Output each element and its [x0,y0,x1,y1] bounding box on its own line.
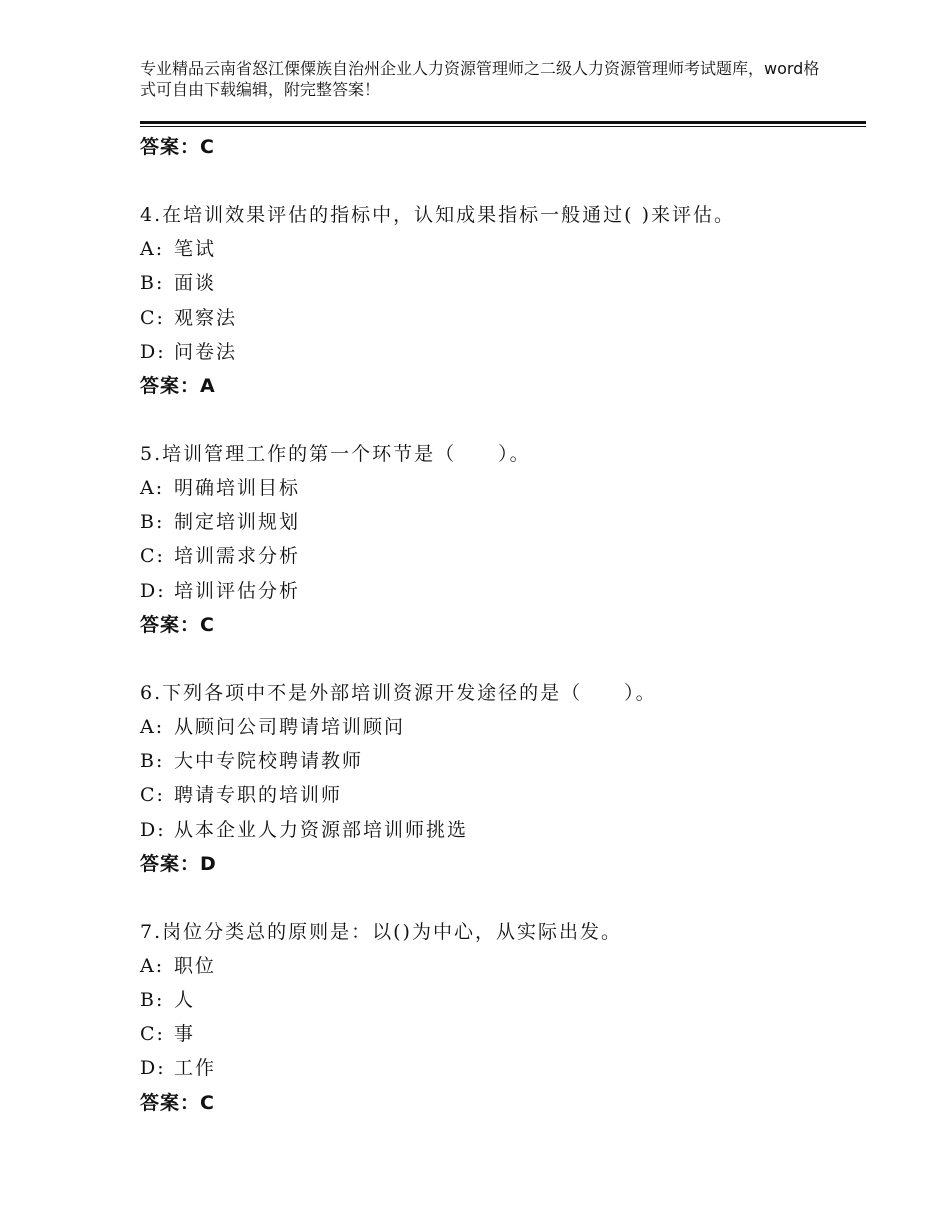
option-label: B: [140,511,165,533]
page-header: 专业精品云南省怒江傈僳族自治州企业人力资源管理师之二级人力资源管理师考试题库，word格式可自由下载编辑，附完整答案！ [140,59,820,99]
option-label: C: [140,545,165,567]
option-label: A: [140,477,165,499]
question-text: 4.在培训效果评估的指标中，认知成果指标一般通过( )来评估。 [140,204,735,226]
option-a [140,712,405,739]
option-label: C: [140,307,165,329]
option-label: D: [140,1057,166,1079]
option-text: 人 [174,989,196,1011]
answer: 答案：C [140,614,215,636]
option-d [140,815,468,842]
option-d [140,1053,216,1080]
option-label: A: [140,238,165,260]
option-a [140,473,300,500]
option-label: B: [140,989,165,1011]
option-text: 事 [174,1023,196,1045]
option-text: 培训评估分析 [174,580,301,602]
answer: 答案：C [140,1092,215,1114]
option-text: 笔试 [174,238,217,260]
option-label: C: [140,1023,165,1045]
option-text: 观察法 [174,307,238,329]
option-label: A: [140,955,165,977]
option-c [140,1019,195,1046]
option-text: 培训需求分析 [174,545,301,567]
option-c [140,303,237,330]
option-label: D: [140,341,166,363]
option-b [140,746,363,773]
option-text: 从本企业人力资源部培训师挑选 [174,819,469,841]
option-text: 制定培训规划 [174,511,301,533]
option-b [140,985,195,1012]
option-text: 明确培训目标 [174,477,301,499]
option-d [140,337,237,364]
option-c [140,780,342,807]
option-text: 面谈 [174,272,217,294]
option-d [140,576,300,603]
header-rule-thick [140,121,866,124]
option-label: A: [140,716,165,738]
option-label: D: [140,819,166,841]
option-c [140,541,300,568]
header-rule-thin [140,126,866,127]
option-text: 工作 [174,1057,217,1079]
option-label: B: [140,272,165,294]
option-text: 大中专院校聘请教师 [174,750,364,772]
option-text: 从顾问公司聘请培训顾问 [174,716,406,738]
answer: 答案：A [140,375,216,397]
top-answer: 答案：C [140,136,215,158]
option-a [140,234,216,261]
question-text: 6.下列各项中不是外部培训资源开发途径的是（ ）。 [140,682,657,704]
option-b [140,507,300,534]
question-text: 7.岗位分类总的原则是：以()为中心，从实际出发。 [140,921,622,943]
option-text: 聘请专职的培训师 [174,784,343,806]
option-label: C: [140,784,165,806]
option-text: 职位 [174,955,217,977]
question-text: 5.培训管理工作的第一个环节是（ ）。 [140,443,531,465]
option-b [140,268,216,295]
option-label: B: [140,750,165,772]
option-label: D: [140,580,166,602]
answer: 答案：D [140,853,217,875]
option-text: 问卷法 [174,341,238,363]
option-a [140,951,216,978]
